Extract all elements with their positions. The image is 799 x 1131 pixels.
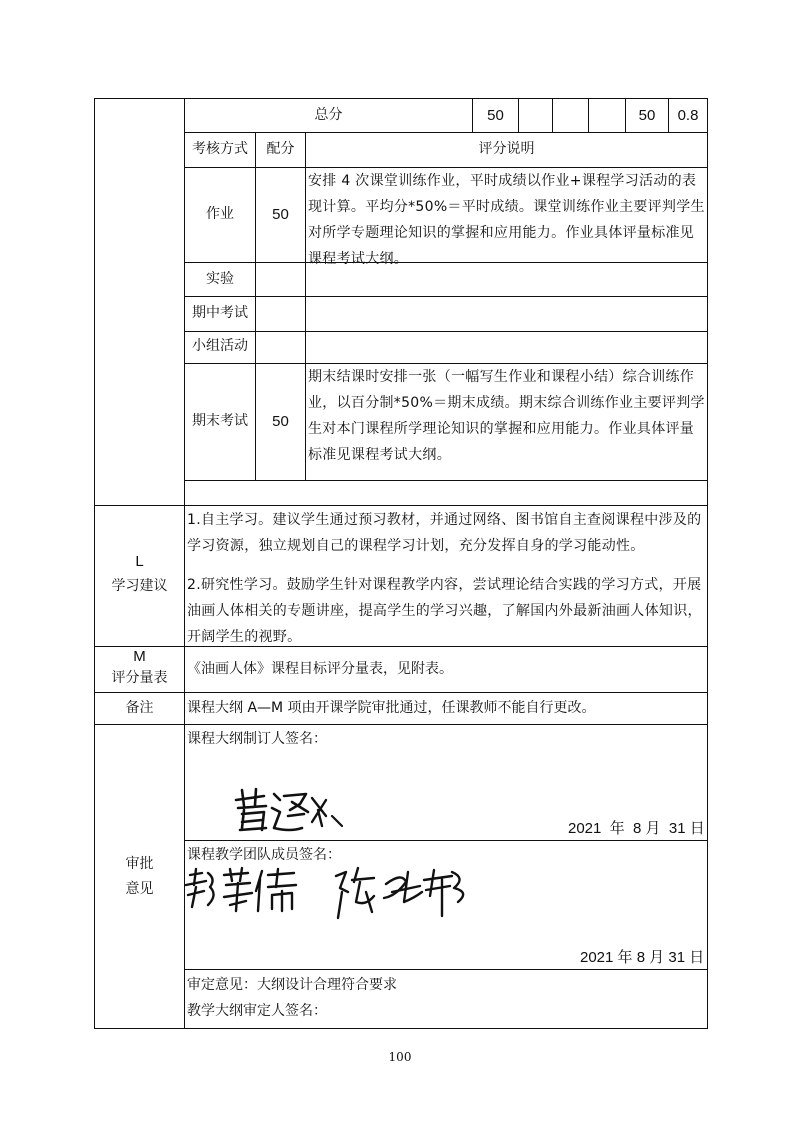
header-method: 考核方式 (192, 141, 248, 157)
section-m-letter: M (133, 648, 146, 665)
row-desc: 期末结课时安排一张（一幅写生作业和课程小结）综合训练作业，以百分制*50%＝期末成绩。期末综合训练作业主要评判学生对本门课程所学理论知识的掌握和应用能力。作业具体评量标准见课程考试大纲。 (308, 369, 705, 463)
section-m-title: 评分量表 (111, 670, 168, 686)
reviser-date: 2021 年 8 月 31 日 (568, 820, 705, 837)
total-cell: 0.8 (677, 107, 699, 124)
section-l-title: 学习建议 (111, 578, 168, 594)
total-cell: 50 (638, 107, 656, 124)
approval-title-1: 审批 (125, 856, 154, 872)
total-label: 总分 (314, 107, 343, 123)
reviser-signature (230, 786, 350, 836)
row-method: 小组活动 (192, 338, 248, 354)
approval-title-2: 意见 (125, 881, 154, 897)
header-desc: 评分说明 (478, 141, 535, 157)
row-points: 50 (272, 206, 289, 223)
total-cell: 50 (487, 107, 504, 124)
team-date: 2021 年 8 月 31 日 (580, 949, 705, 966)
header-points: 配分 (266, 141, 295, 157)
row-method: 期中考试 (192, 305, 248, 321)
team-signature-1 (182, 865, 312, 915)
row-desc: 安排 4 次课堂训练作业，平时成绩以作业+课程学习活动的表现计算。平均分*50%＝平时成绩。课堂训练作业主要评判学生对所学专题理论知识的掌握和应用能力。作业具体评量标准见课程考试大纲。 (308, 173, 705, 267)
section-l-content-2: 2.研究性学习。鼓励学生针对课程教学内容，尝试理论结合实践的学习方式，开展油画人体相关的专题讲座，提高学生的学习兴趣，了解国内外最新油画人体知识，开阔学生的视野。 (187, 577, 702, 645)
section-m-content: 《油画人体》课程目标评分量表，见附表。 (187, 661, 453, 677)
team-label: 课程教学团队成员签名： (187, 847, 341, 863)
reviewer-label: 教学大纲审定人签名： (187, 1003, 327, 1019)
row-method: 期末考试 (192, 413, 248, 429)
row-points: 50 (272, 413, 289, 430)
section-l-content: 1.自主学习。建议学生通过预习教材，并通过网络、图书馆自主查阅课程中涉及的学习资源，独立规划自己的课程学习计划，充分发挥自身的学习能动性。 (187, 512, 702, 554)
notes-title: 备注 (125, 700, 154, 716)
page-number: 100 (388, 1050, 412, 1064)
team-signature-2 (330, 862, 480, 922)
row-method: 作业 (206, 206, 234, 222)
notes-content: 课程大纲 A—M 项由开课学院审批通过，任课教师不能自行更改。 (187, 700, 596, 716)
opinion-text: 审定意见：大纲设计合理符合要求 (187, 977, 397, 993)
section-l-letter: L (135, 553, 144, 570)
row-method: 实验 (206, 271, 234, 287)
reviser-label: 课程大纲制订人签名： (187, 731, 327, 747)
